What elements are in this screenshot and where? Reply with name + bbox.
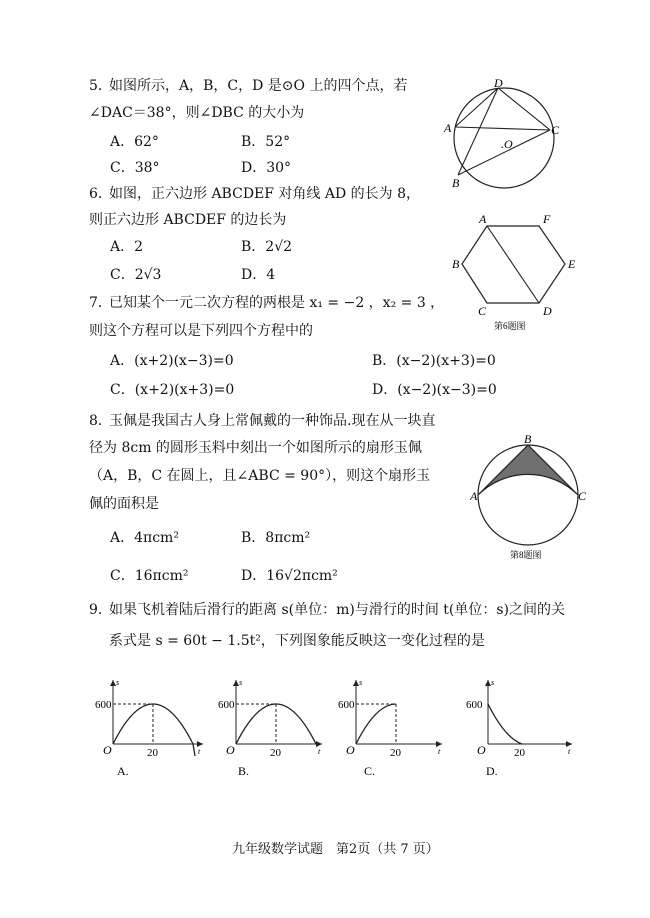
q6-option-c[interactable]: C．2√3 [110,267,162,283]
q9b-label: B. [238,764,250,778]
q9c-t: t [438,747,441,756]
q9b-y: 600 [218,699,235,711]
q9-graph-a[interactable] [95,676,205,781]
q6-label-f: F [543,212,551,226]
q5-option-d[interactable]: D．30° [241,160,292,176]
q9d-s: s [491,678,495,687]
q8-option-a[interactable]: A．4πcm² [110,530,179,546]
q6-number: 6． [89,186,112,202]
q8-caption: 第8题图 [510,550,542,560]
q5-label-c: C [551,123,560,137]
q7-option-d[interactable]: D．(x−2)(x−3)=0 [372,382,497,398]
q5-label-b: B [452,176,460,190]
q9a-s: s [116,678,120,687]
q7-stem-line1: 已知某个一元二次方程的两根是 x₁ = −2 ，x₂ = 3 ， [109,295,445,311]
q9-number: 9． [89,602,112,618]
q6-caption: 第6题图 [494,321,526,331]
q9d-y: 600 [466,699,483,711]
q7-option-b[interactable]: B．(x−2)(x+3)=0 [372,353,496,369]
q6-label-e: E [568,257,576,271]
q9d-o: O [477,743,486,757]
q9b-o: O [226,743,235,757]
q5-option-a[interactable]: A．62° [110,134,159,150]
q6-label-d: D [543,304,552,318]
q8-stem-line4: 佩的面积是 [89,496,159,512]
q6-label-b: B [452,257,460,271]
q6-option-d[interactable]: D．4 [241,267,276,283]
q7-number: 7． [89,295,112,311]
q9d-label: D. [486,764,498,778]
q5-label-a: A [444,121,452,135]
q9a-label: A. [117,764,129,778]
q5-option-b[interactable]: B．52° [241,134,291,150]
q6-figure [452,208,582,333]
q9c-o: O [346,743,355,757]
q7-option-a[interactable]: A．(x+2)(x−3)=0 [110,353,234,369]
q6-label-a: A [479,212,487,226]
q7-option-c[interactable]: C．(x+2)(x+3)=0 [110,382,235,398]
q8-label-c: C [578,489,587,503]
q7-stem-line2: 则这个方程可以是下列四个方程中的 [89,323,313,339]
q8-stem-line2: 径为 8cm 的圆形玉料中刻出一个如图所示的扇形玉佩 [89,440,422,456]
q9-graph-b[interactable] [218,676,328,781]
q9c-x: 20 [390,747,401,759]
q9c-label: C. [364,764,376,778]
q9b-t: t [318,747,321,756]
q5-number: 5． [89,78,112,94]
q9-stem-line2: 系式是 s = 60t − 1.5t²，下列图象能反映这一变化过程的是 [109,633,485,649]
q9-graph-c[interactable] [338,676,448,781]
q8-option-c[interactable]: C．16πcm² [110,568,189,584]
q6-stem-line2: 则正六边形 ABCDEF 的边长为 [89,212,287,228]
q8-stem-line3: （A，B，C 在圆上，且∠ABC = 90°），则这个扇形玉 [89,468,431,484]
q8-label-a: A [470,489,478,503]
q9a-y: 600 [95,699,112,711]
q9b-s: s [239,678,243,687]
q9a-t: t [198,747,201,756]
q8-label-b: B [524,432,532,446]
q9b-x: 20 [270,747,281,759]
q5-label-d: D [494,78,503,90]
page-footer: 九年级数学试题 第2页（共 7 页） [232,842,439,857]
q8-option-d[interactable]: D．16√2πcm² [241,568,338,584]
q9a-o: O [103,743,112,757]
q6-label-c: C [478,304,487,318]
q5-label-o: .O [501,137,513,151]
q6-option-a[interactable]: A．2 [110,239,144,255]
q9a-x: 20 [147,747,158,759]
q9d-t: t [568,747,571,756]
q8-figure [470,432,590,562]
q8-option-b[interactable]: B．8πcm² [241,530,311,546]
q6-option-b[interactable]: B．2√2 [241,239,293,255]
q9c-s: s [359,678,363,687]
q5-option-c[interactable]: C．38° [110,160,160,176]
q5-figure [438,78,578,193]
q9-graph-d[interactable] [460,676,575,781]
q9-stem-line1: 如果飞机着陆后滑行的距离 s(单位：m)与滑行的时间 t(单位：s)之间的关 [109,602,566,618]
q6-stem-line1: 如图，正六边形 ABCDEF 对角线 AD 的长为 8， [109,186,421,202]
q8-number: 8． [89,413,112,429]
q9d-x: 20 [514,747,525,759]
q5-stem-line1: 如图所示，A，B，C，D 是⊙O 上的四个点，若 [109,78,408,94]
q5-stem-line2: ∠DAC＝38°，则∠DBC 的大小为 [89,105,305,121]
q8-stem-line1: 玉佩是我国古人身上常佩戴的一种饰品.现在从一块直 [109,413,436,429]
q9c-y: 600 [338,699,355,711]
